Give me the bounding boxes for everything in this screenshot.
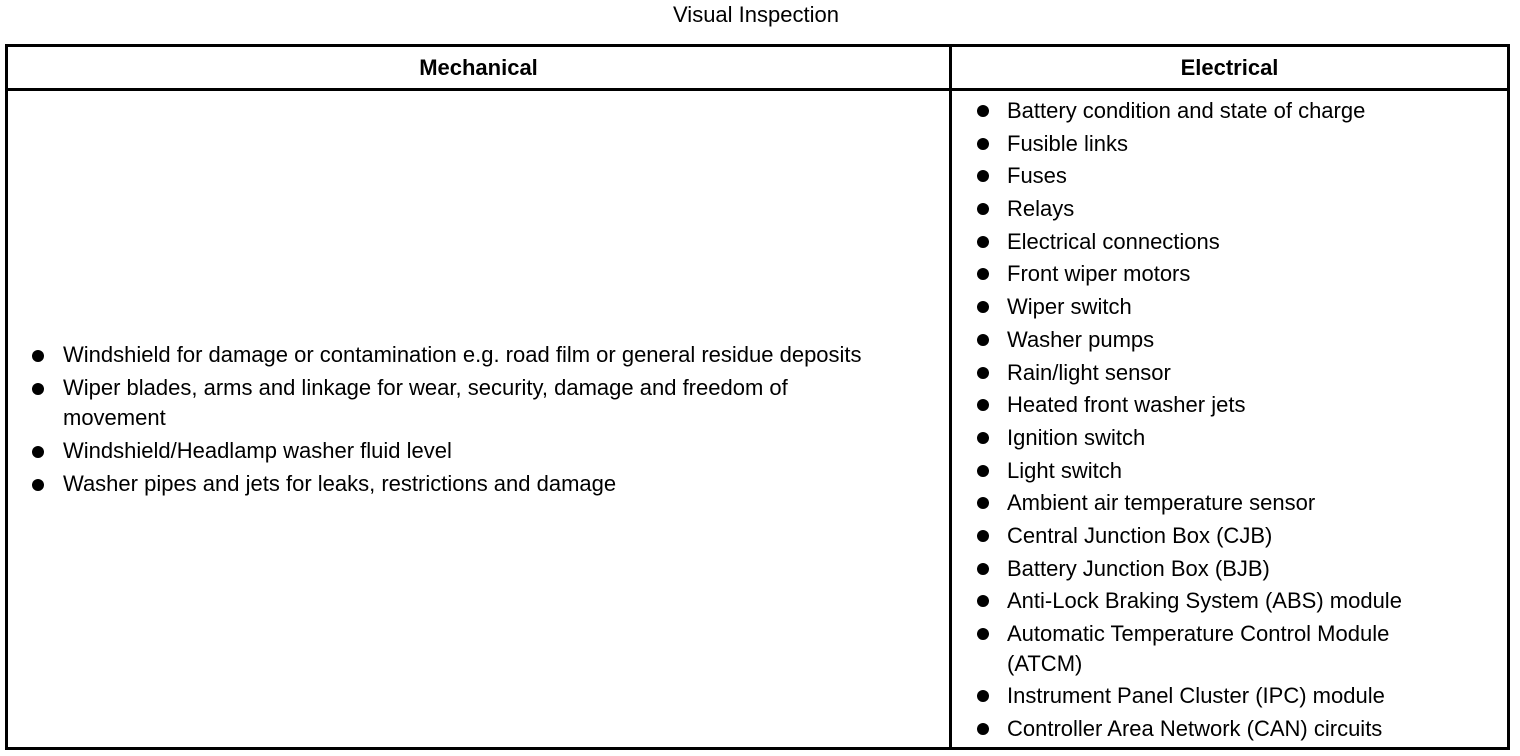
- list-item-text: Windshield for damage or contamination e.g. road film or general residue deposits: [63, 341, 862, 367]
- visual-inspection-table: [5, 44, 1510, 750]
- list-item-text: Ambient air temperature sensor: [1007, 490, 1316, 516]
- bullet-icon: [977, 399, 989, 411]
- bullet-icon: [977, 334, 989, 346]
- list-item: [1007, 586, 1467, 616]
- bullet-icon: [977, 497, 989, 509]
- mechanical-cell: [7, 90, 951, 749]
- list-item: [1007, 194, 1467, 224]
- list-item: [63, 373, 879, 433]
- list-item-text: Washer pumps: [1007, 326, 1155, 352]
- list-item: [1007, 358, 1467, 388]
- electrical-list: [952, 91, 1507, 743]
- list-item-text: Front wiper motors: [1007, 261, 1191, 287]
- list-item-text: Rain/light sensor: [1007, 359, 1171, 385]
- list-item-text: Electrical connections: [1007, 228, 1220, 254]
- list-item: [1007, 259, 1467, 289]
- bullet-icon: [977, 432, 989, 444]
- list-item: [1007, 325, 1467, 355]
- bullet-icon: [32, 446, 44, 458]
- bullet-icon: [977, 367, 989, 379]
- list-item: [1007, 227, 1467, 257]
- list-item-text: Windshield/Headlamp washer fluid level: [63, 437, 452, 463]
- list-item: [1007, 292, 1467, 322]
- bullet-icon: [977, 268, 989, 280]
- bullet-icon: [977, 236, 989, 248]
- list-item: [63, 469, 879, 499]
- bullet-icon: [977, 563, 989, 575]
- list-item-text: Ignition switch: [1007, 424, 1146, 450]
- bullet-icon: [32, 350, 44, 362]
- list-item-text: Relays: [1007, 196, 1075, 222]
- bullet-icon: [977, 595, 989, 607]
- list-item-text: Fusible links: [1007, 130, 1129, 156]
- bullet-icon: [977, 530, 989, 542]
- list-item: [1007, 96, 1467, 126]
- mechanical-list: [8, 332, 949, 507]
- list-item-text: Battery Junction Box (BJB): [1007, 555, 1270, 581]
- list-item: [1007, 619, 1467, 678]
- bullet-icon: [977, 170, 989, 182]
- list-item: [1007, 521, 1467, 551]
- table-header-row: [7, 46, 1509, 90]
- list-item-text: Wiper switch: [1007, 294, 1132, 320]
- bullet-icon: [977, 690, 989, 702]
- bullet-icon: [32, 383, 44, 395]
- list-item-text: Central Junction Box (CJB): [1007, 522, 1273, 548]
- list-item: [1007, 714, 1467, 744]
- bullet-icon: [977, 138, 989, 150]
- bullet-icon: [32, 479, 44, 491]
- list-item: [1007, 161, 1467, 191]
- bullet-icon: [977, 465, 989, 477]
- list-item: [1007, 423, 1467, 453]
- list-item-text: Instrument Panel Cluster (IPC) module: [1007, 683, 1385, 709]
- bullet-icon: [977, 203, 989, 215]
- list-item-text: Heated front washer jets: [1007, 392, 1246, 418]
- list-item: [1007, 129, 1467, 159]
- list-item-text: Automatic Temperature Control Module (ATCM): [1007, 621, 1390, 676]
- list-item: [1007, 681, 1467, 711]
- list-item-text: Battery condition and state of charge: [1007, 98, 1366, 123]
- list-item: [1007, 390, 1467, 420]
- bullet-icon: [977, 723, 989, 735]
- list-item: [1007, 554, 1467, 584]
- electrical-cell: [951, 90, 1509, 749]
- list-item-text: Anti-Lock Braking System (ABS) module: [1007, 588, 1402, 614]
- list-item-text: Washer pipes and jets for leaks, restrictions and damage: [63, 470, 617, 496]
- list-item-text: Wiper blades, arms and linkage for wear, security, damage and freedom of movement: [63, 374, 788, 430]
- list-item-text: Fuses: [1007, 163, 1067, 189]
- list-item: [1007, 456, 1467, 486]
- list-item-text: Light switch: [1007, 457, 1122, 483]
- bullet-icon: [977, 301, 989, 313]
- mechanical-header: Mechanical: [7, 46, 951, 90]
- bullet-icon: [977, 105, 989, 117]
- electrical-header: Electrical: [951, 46, 1509, 90]
- list-item: [63, 340, 879, 370]
- bullet-icon: [977, 628, 989, 640]
- table-row: [7, 90, 1509, 749]
- list-item: [1007, 488, 1467, 518]
- table-caption: Visual Inspection: [673, 2, 839, 27]
- list-item-text: Controller Area Network (CAN) circuits: [1007, 715, 1383, 741]
- list-item: [63, 436, 879, 466]
